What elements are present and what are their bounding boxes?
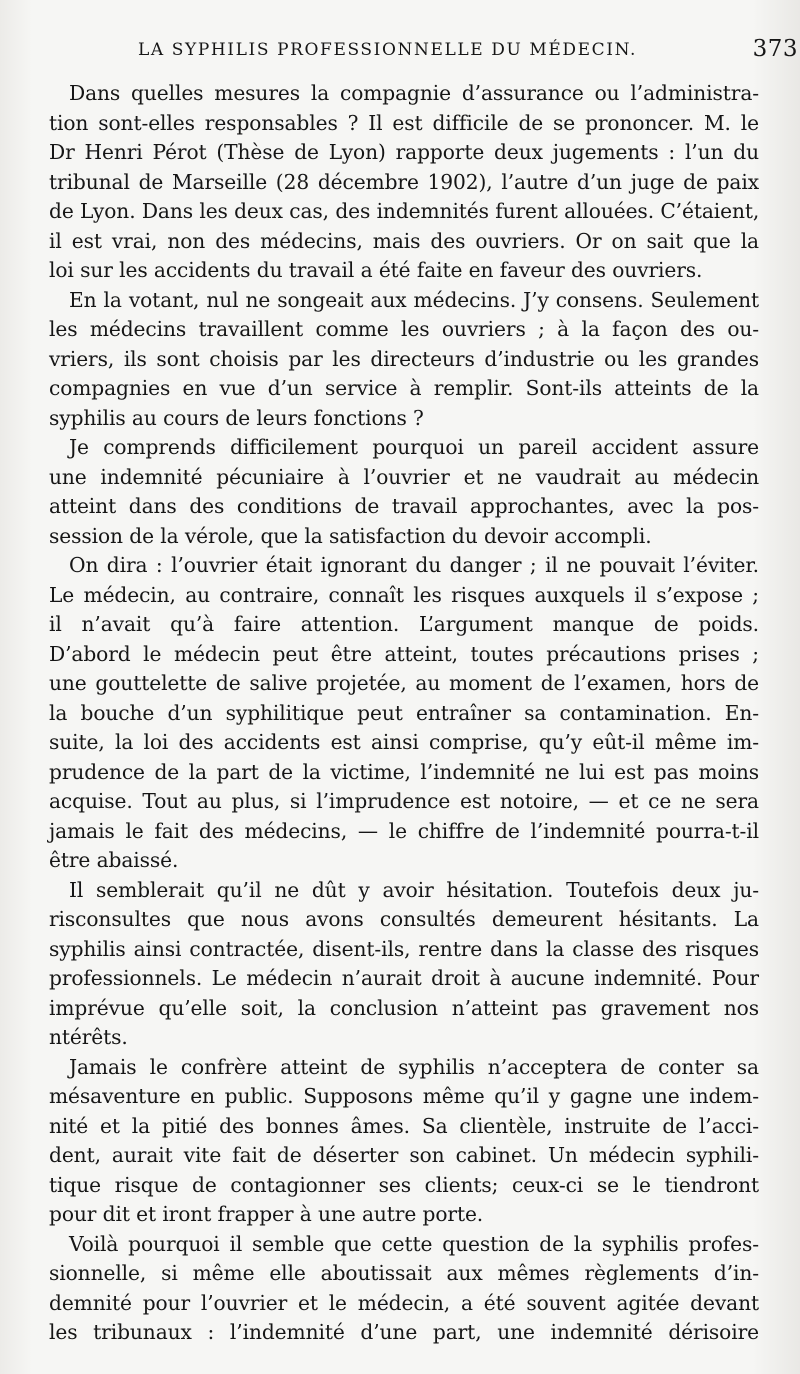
text-line: session de la vérole, que la satisfaction du devoir accompli. — [49, 523, 652, 548]
text-line: Dans quelles mesures la compagnie d’assurance ou l’administra- — [69, 81, 759, 105]
text-line: tique risque de contagionner ses clients; ceux-ci se le tiendront — [49, 1172, 759, 1197]
text-line: imprévue qu’elle soit, la conclusion n’atteint pas gravement nos — [49, 995, 759, 1020]
text-line: loi sur les accidents du travail a été faite en faveur des ouvriers. — [49, 258, 703, 282]
running-title: LA SYPHILIS PROFESSIONNELLE DU MÉDECIN. — [138, 40, 637, 60]
text-line: suite, la loi des accidents est ainsi comprise, qu’y eût-il même im- — [49, 730, 759, 754]
text-line: atteint dans des conditions de travail approchantes, avec la pos- — [49, 494, 759, 518]
text-line: syphilis au cours de leurs fonctions ? — [49, 405, 424, 430]
text-line: D’abord le médecin peut être atteint, toutes précautions prises ; — [49, 641, 759, 666]
text-line: une indemnité pécuniaire à l’ouvrier et ne vaudrait au médecin — [49, 464, 759, 489]
text-line: les tribunaux : l’indemnité d’une part, une indemnité dérisoire — [49, 1320, 759, 1344]
text-line: il est vrai, non des médecins, mais des ouvriers. Or on sait que la — [49, 228, 759, 253]
text-line: Jamais le confrère atteint de syphilis n’acceptera de conter sa — [69, 1054, 759, 1079]
page-number: 373 — [752, 36, 798, 62]
text-line: dent, aurait vite fait de déserter son cabinet. Un médecin syphili- — [49, 1143, 759, 1167]
text-line: ntérêts. — [49, 1025, 128, 1049]
text-line: jamais le fait des médecins, — le chiffre de l’indemnité pourra-t-il — [49, 818, 759, 843]
text-line: les médecins travaillent comme les ouvriers ; à la façon des ou- — [49, 317, 759, 341]
text-line: Je comprends difficilement pourquoi un pareil accident assure — [69, 435, 759, 459]
text-line: être abaissé. — [49, 848, 179, 872]
text-line: prudence de la part de la victime, l’indemnité ne lui est pas moins — [49, 759, 759, 784]
text-line: professionnels. Le médecin n’aurait droit à aucune indemnité. Pour — [49, 966, 759, 990]
text-line: Voilà pourquoi il semble que cette question de la syphilis profes- — [69, 1231, 759, 1256]
text-line: Le médecin, au contraire, connaît les risques auxquels il s’expose ; — [49, 582, 759, 607]
text-line: acquise. Tout au plus, si l’imprudence est notoire, — et ce ne sera — [49, 789, 759, 813]
text-line: On dira : l’ouvrier était ignorant du danger ; il ne pouvait l’éviter. — [69, 553, 759, 577]
text-line: demnité pour l’ouvrier et le médecin, a été souvent agitée devant — [49, 1290, 759, 1315]
text-line: Il semblerait qu’il ne dût y avoir hésitation. Toutefois deux ju- — [69, 877, 759, 902]
page-header — [130, 38, 800, 68]
text-line: En la votant, nul ne songeait aux médecins. J’y consens. Seulement — [69, 287, 759, 312]
text-line: de Lyon. Dans les deux cas, des indemnités furent allouées. C’étaient, — [49, 199, 760, 223]
text-line: une gouttelette de salive projetée, au moment de l’examen, hors de — [49, 671, 759, 695]
text-line: mésaventure en public. Supposons même qu’il y gagne une indem- — [49, 1084, 759, 1108]
text-line: syphilis ainsi contractée, disent-ils, rentre dans la classe des risques — [49, 936, 759, 961]
text-line: risconsultes que nous avons consultés demeurent hésitants. La — [49, 907, 759, 931]
text-line: tion sont-elles responsables ? Il est difficile de se prononcer. M. le — [49, 110, 759, 135]
text-line: il n’avait qu’à faire attention. L’argument manque de poids. — [49, 612, 759, 636]
text-line: nité et la pitié des bonnes âmes. Sa clientèle, instruite de l’acci- — [49, 1113, 759, 1138]
text-line: tribunal de Marseille (28 décembre 1902), l’autre d’un juge de paix — [49, 169, 759, 194]
text-line: la bouche d’un syphilitique peut entraîner sa contamination. En- — [49, 700, 759, 725]
text-line: sionnelle, si même elle aboutissait aux mêmes règlements d’in- — [49, 1261, 759, 1285]
text-line: vriers, ils sont choisis par les directeurs d’industrie ou les grandes — [49, 346, 759, 371]
text-line: pour dit et iront frapper à une autre porte. — [49, 1202, 484, 1226]
body-text — [49, 79, 759, 1348]
text-line: Dr Henri Pérot (Thèse de Lyon) rapporte deux jugements : l’un du — [49, 140, 759, 164]
text-line: compagnies en vue d’un service à remplir. Sont-ils atteints de la — [49, 376, 759, 400]
